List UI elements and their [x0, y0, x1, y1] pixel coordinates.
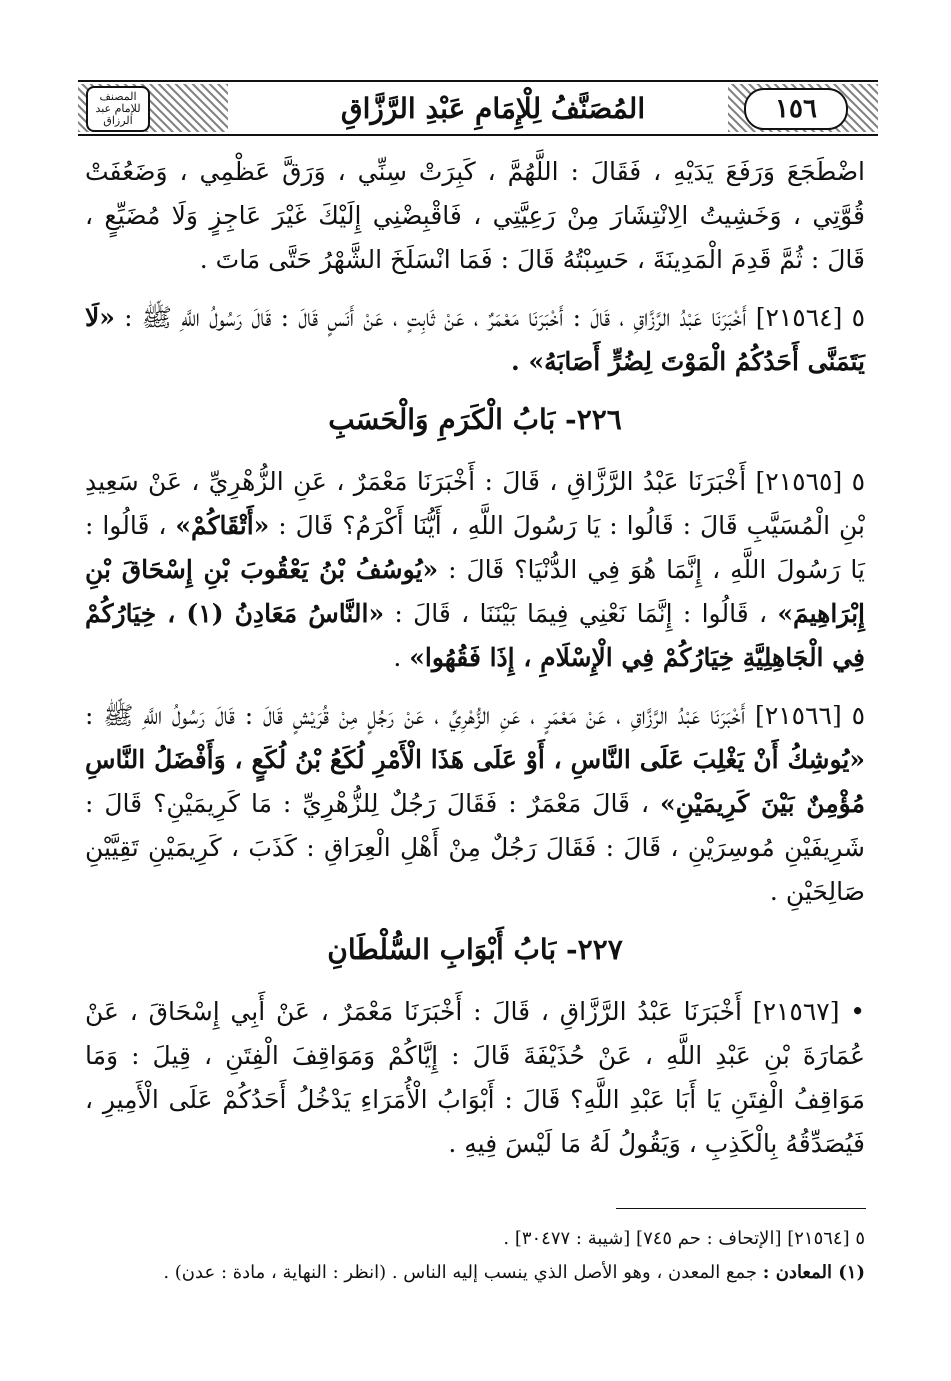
- hadith-text: ، قَالُوا : إِنَّمَا نَعْنِي فِيمَا بَيْنَنَا ، قَالَ :: [394, 599, 768, 628]
- footnote-1: [85, 1256, 865, 1290]
- chapter-heading-227: ٢٢٧- بَابُ أَبْوَابِ السُّلْطَانِ: [327, 933, 623, 966]
- footnote-source: ٥ [٢١٥٦٤] [الإتحاف : حم ٧٤٥] [شيبة : ٣٠٤٧٧] .: [503, 1228, 865, 1249]
- hadith-text: أَخْبَرَنَا عَبْدُ الرَّزَّاقِ ، عَنْ مَعْمَرٍ ، عَنِ الزُّهْرِيِّ ، عَنْ رَجُلٍ مِنْ قُرَيْشٍ قَالَ : قَالَ رَسُولُ اللَّهِ ﷺ :: [85, 701, 746, 730]
- hadith-21564: [85, 296, 865, 384]
- footnote-divider: [616, 1208, 866, 1209]
- hadith-21567: [85, 990, 865, 1166]
- paragraph-continuation: اضْطَجَعَ وَرَفَعَ يَدَيْهِ ، فَقَالَ : اللَّهُمَّ ، كَبِرَتْ سِنِّي ، وَرَقَّ عَظْمِي ، وَضَعُفَتْ قُوَّتِي ، وَخَشِيتُ الِانْتِشَارَ مِنْ رَعِيَّتِي ، فَاقْبِضْنِي إِلَيْكَ غَيْرَ عَاجِزٍ وَلَا مُضَيِّعٍ ، قَالَ : ثُمَّ قَدِمَ الْمَدِينَةَ ، حَسِبْتُهُ قَالَ : فَمَا انْسَلَخَ الشَّهْرُ حَتَّى مَاتَ .: [85, 157, 865, 274]
- hadith-isnad: أَخْبَرَنَا عَبْدُ الرَّزَّاقِ ، قَالَ : أَخْبَرَنَا مَعْمَرٌ ، عَنْ ثَابِتٍ ، عَنْ أَنَسٍ قَالَ : قَالَ رَسُولُ اللَّهِ ﷺ :: [124, 303, 747, 332]
- hadith-text: أَخْبَرَنَا عَبْدُ الرَّزَّاقِ ، قَالَ : أَخْبَرَنَا مَعْمَرٌ ، عَنِ الزُّهْرِيِّ ، عَنْ سَعِيدِ بْنِ الْمُسَيَّبِ قَالَ : قَالُوا : يَا رَسُولَ اللَّهِ ، أَيُّنَا أَكْرَمُ؟ قَالَ :: [85, 467, 865, 540]
- footnotes: [85, 1222, 865, 1290]
- running-title: المُصَنَّفُ لِلْإِمَامِ عَبْدِ الرَّزَّاقِ: [308, 88, 678, 128]
- chapter-heading-226: ٢٢٦- بَابُ الْكَرَمِ وَالْحَسَبِ: [328, 403, 622, 436]
- hadith-number: ٥ [٢١٥٦٤]: [755, 303, 866, 332]
- book-medallion: المصنف للإمام عبد الرزاق: [86, 86, 150, 132]
- footnote-term: (١) المعادن :: [762, 1262, 865, 1283]
- hadith-21566: [85, 694, 865, 914]
- hadith-number: • [٢١٥٦٧]: [752, 997, 865, 1026]
- main-text: [85, 150, 865, 1180]
- page-number: ١٥٦: [744, 88, 848, 130]
- hadith-quote: «يُوشِكُ أَنْ يَغْلِبَ عَلَى النَّاسِ ، أَوْ عَلَى هَذَا الْأَمْرِ لُكَعُ بْنُ لُكَعٍ ، وَأَفْضَلُ النَّاسِ مُؤْمِنٌ بَيْنَ كَرِيمَيْنِ»: [85, 745, 865, 818]
- hadith-21565: [85, 460, 865, 680]
- hadith-end: .: [393, 643, 402, 672]
- hadith-number: ٥ [٢١٥٦٦]: [755, 701, 865, 730]
- page-header: [78, 80, 878, 136]
- hadith-quote: «أَتْقَاكُمْ»: [175, 511, 270, 540]
- hadith-number: ٥ [٢١٥٦٥]: [755, 467, 865, 496]
- footnote-text: جمع المعدن ، وهو الأصل الذي ينسب إليه الناس . (انظر : النهاية ، مادة : عدن) .: [163, 1262, 758, 1283]
- hadith-quote: «يُوسُفُ بْنُ يَعْقُوبَ بْنِ إِسْحَاقَ بْنِ إِبْرَاهِيمَ»: [85, 555, 865, 628]
- hadith-quote: «النَّاسُ مَعَادِنُ (١) ، خِيَارُكُمْ فِي الْجَاهِلِيَّةِ خِيَارُكُمْ فِي الْإِسْلَامِ ، إِذَا فَقُهُوا»: [85, 599, 865, 672]
- hadith-text: ، قَالُوا : يَا رَسُولَ اللَّهِ ، إِنَّمَا هُوَ فِي الدُّنْيَا؟ قَالَ :: [85, 511, 865, 584]
- hadith-text: ، قَالَ مَعْمَرٌ : فَقَالَ رَجُلٌ لِلزُّهْرِيِّ : مَا كَرِيمَيْنِ؟ قَالَ : شَرِيفَيْنِ مُوسِرَيْنِ ، قَالَ : فَقَالَ رَجُلٌ مِنْ أَهْلِ الْعِرَاقِ : كَذَبَ ، كَرِيمَيْنِ تَقِيَّيْنِ صَالِحَيْنِ .: [85, 789, 865, 906]
- hadith-text: أَخْبَرَنَا عَبْدُ الرَّزَّاقِ ، قَالَ : أَخْبَرَنَا مَعْمَرٌ ، عَنْ أَبِي إِسْحَاقَ ، عَنْ عُمَارَةَ بْنِ عَبْدِ اللَّهِ ، عَنْ حُذَيْفَةَ قَالَ : إِيَّاكُمْ وَمَوَاقِفَ الْفِتَنِ ، قِيلَ : وَمَا مَوَاقِفُ الْفِتَنِ يَا أَبَا عَبْدِ اللَّهِ؟ قَالَ : أَبْوَابُ الْأُمَرَاءِ يَدْخُلُ أَحَدُكُمْ عَلَى الْأَمِيرِ ، فَيُصَدِّقُهُ بِالْكَذِبِ ، وَيَقُولُ لَهُ مَا لَيْسَ فِيهِ .: [85, 997, 865, 1158]
- hadith-matn: «لَا يَتَمَنَّى أَحَدُكُمُ الْمَوْتَ لِضُرٍّ أَصَابَهُ» .: [85, 303, 865, 376]
